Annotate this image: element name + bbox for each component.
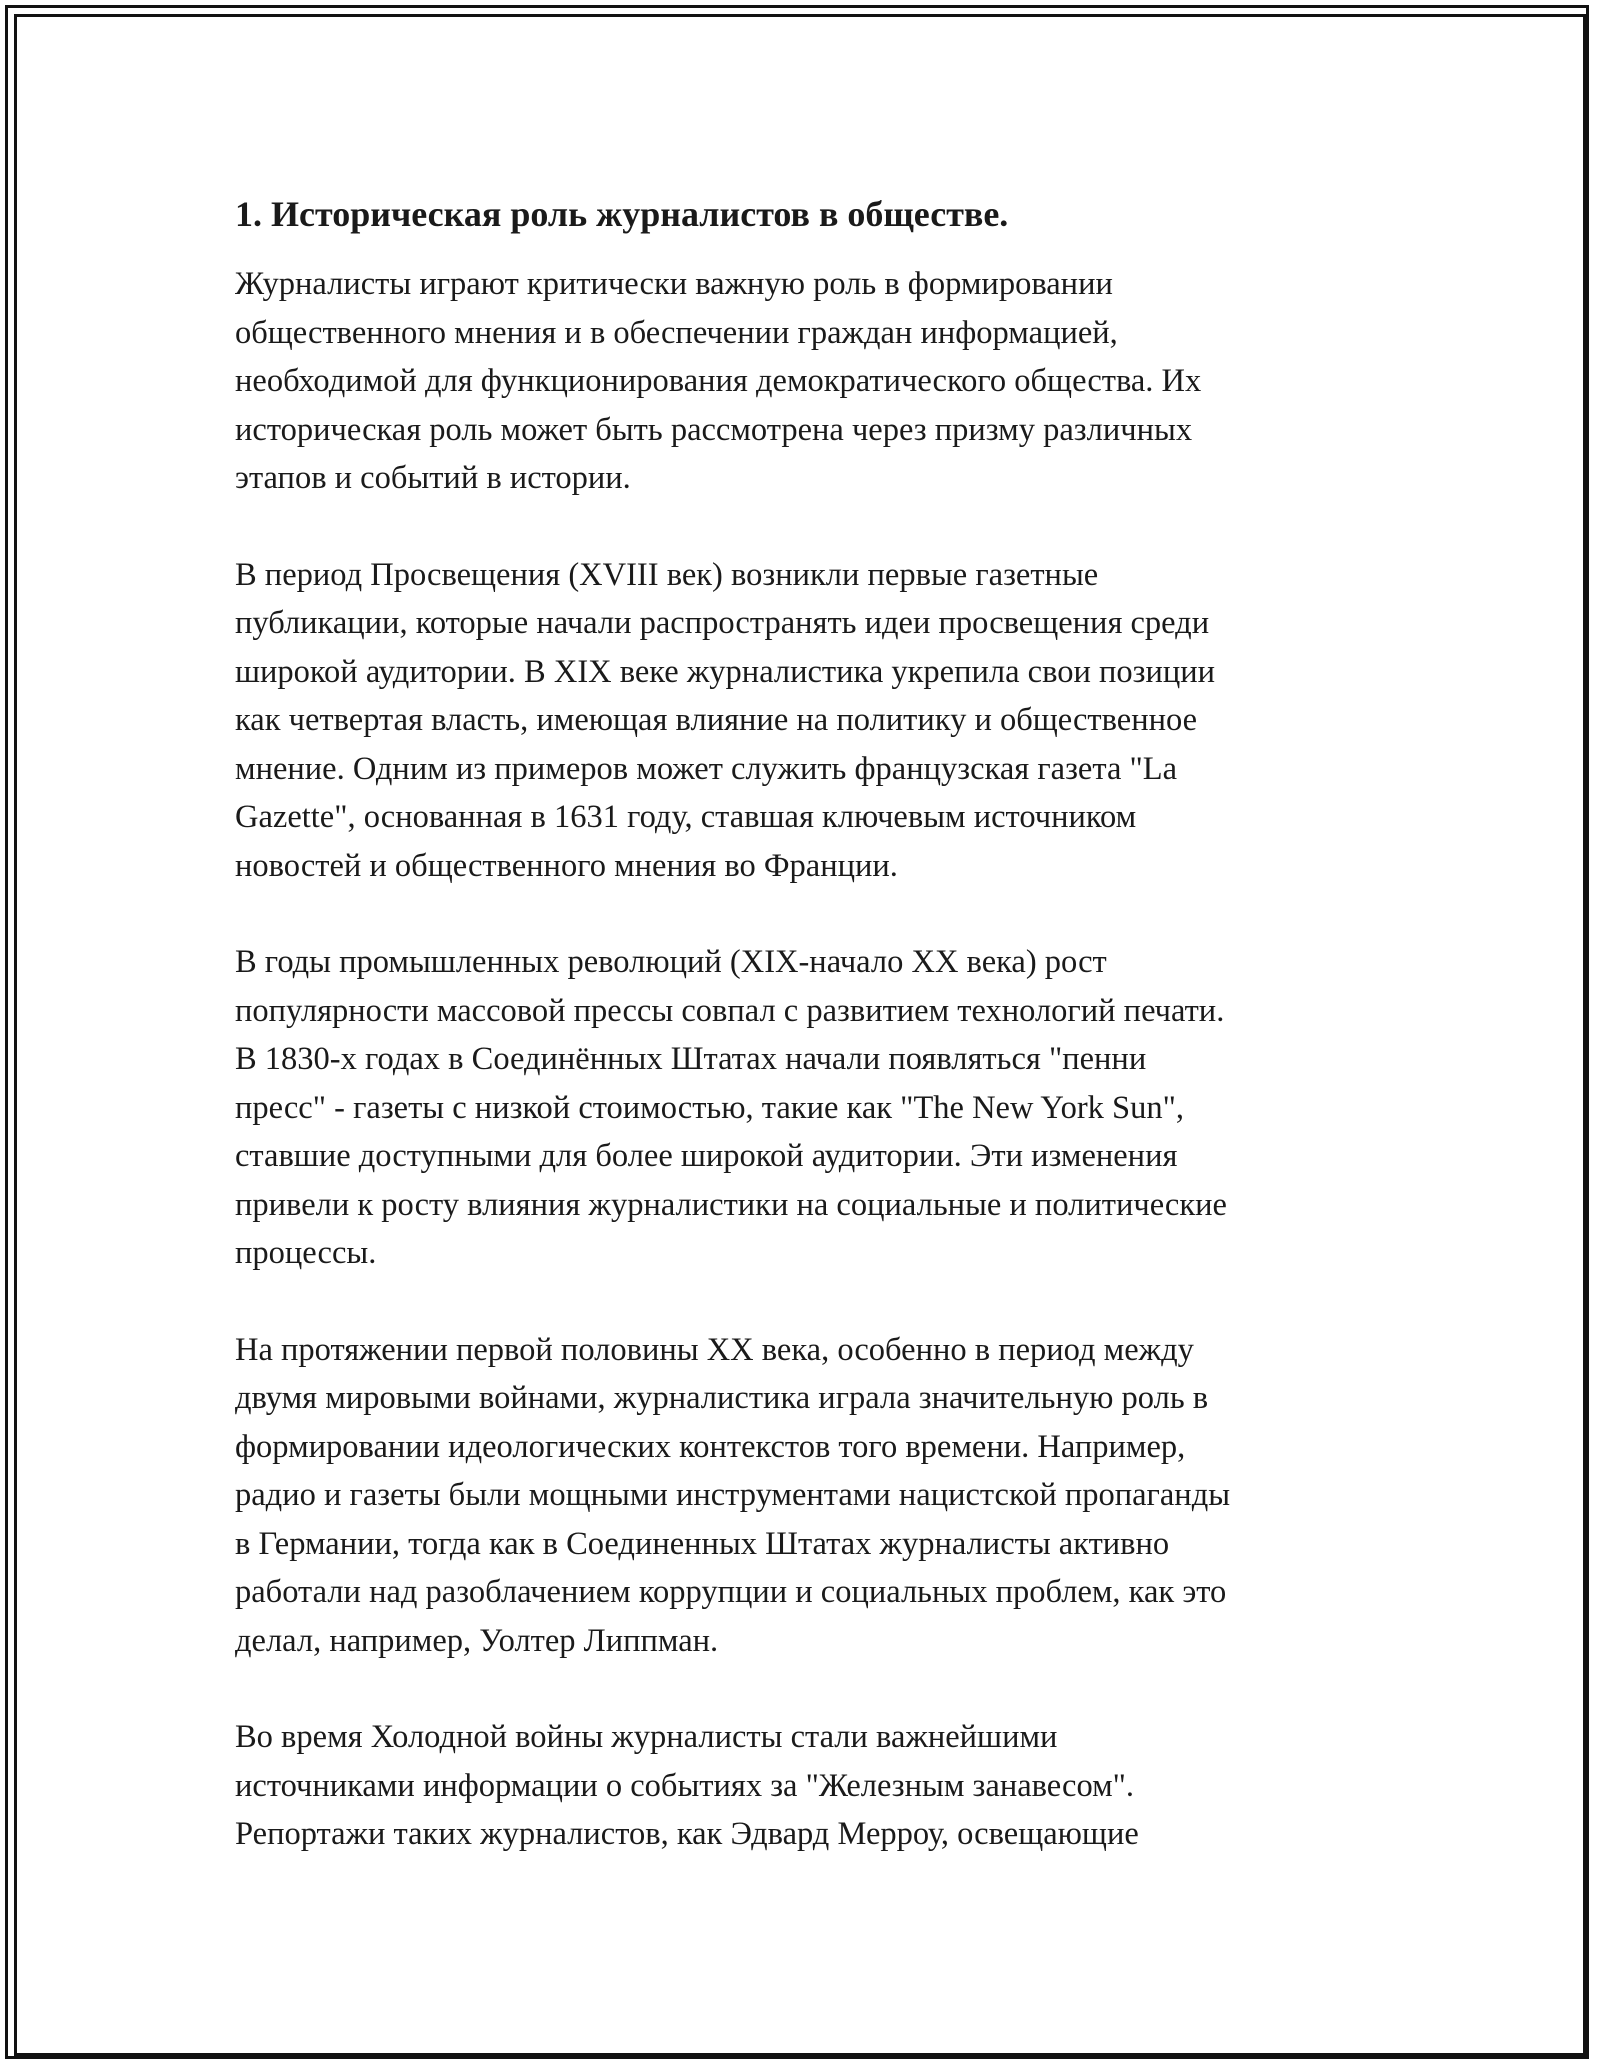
text-line: привели к росту влияния журналистики на социальные и политические (235, 1186, 1227, 1223)
text-line: работали над разоблачением коррупции и социальных проблем, как это (235, 1574, 1227, 1610)
text-line: процессы. (235, 1235, 377, 1271)
text-line: новостей и общественного мнения во Франции. (235, 847, 898, 884)
paragraph-industrial-revolutions (235, 938, 1365, 1278)
text-line: В период Просвещения (XVIII век) возникли первые газетные (235, 556, 1099, 593)
text-line: Репортажи таких журналистов, как Эдвард Мерроу, освещающие (235, 1816, 1139, 1852)
text-line: радио и газеты были мощными инструментами нацистской пропаганды (235, 1477, 1231, 1513)
text-line: в Германии, тогда как в Соединенных Штатах журналисты активно (235, 1525, 1170, 1562)
text-line: этапов и событий в истории. (235, 460, 631, 496)
text-line: историческая роль может быть рассмотрена через призму различных (235, 411, 1193, 448)
paragraph-enlightenment (235, 551, 1365, 891)
text-line: широкой аудитории. В XIX веке журналистика укрепила свои позиции (235, 653, 1216, 690)
text-line: пресс" - газеты с низкой стоимостью, такие как "The New York Sun", (235, 1089, 1185, 1126)
text-line: Во время Холодной войны журналисты стали важнейшими (235, 1719, 1058, 1755)
paragraph-early-20th-century (235, 1326, 1365, 1666)
text-line: необходимой для функционирования демократического общества. Их (235, 363, 1202, 399)
text-line: В годы промышленных революций (XIX-начало XX века) рост (235, 944, 1107, 980)
text-line: публикации, которые начали распространять идеи просвещения среди (235, 605, 1210, 641)
document-body (235, 188, 1365, 1907)
text-line: ставшие доступными для более широкой аудитории. Эти изменения (235, 1138, 1178, 1174)
text-line: мнение. Одним из примеров может служить французская газета "La (235, 750, 1178, 787)
text-line: популярности массовой прессы совпал с развитием технологий печати. (235, 992, 1225, 1029)
text-line: формировании идеологических контекстов того времени. Например, (235, 1428, 1186, 1465)
text-line: На протяжении первой половины XX века, особенно в период между (235, 1331, 1194, 1368)
text-line: делал, например, Уолтер Липпман. (235, 1622, 719, 1659)
paragraph-intro (235, 260, 1365, 503)
text-line: Gazette", основанная в 1631 году, ставшая ключевым источником (235, 799, 1137, 835)
text-line: В 1830-х годах в Соединённых Штатах начали появляться "пенни (235, 1041, 1147, 1077)
section-heading: 1. Историческая роль журналистов в обществе. (235, 194, 1009, 234)
text-line: двумя мировыми войнами, журналистика играла значительную роль в (235, 1380, 1209, 1416)
paragraph-cold-war (235, 1713, 1365, 1859)
text-line: Журналисты играют критически важную роль в формировании (235, 266, 1113, 302)
text-line: как четвертая власть, имеющая влияние на политику и общественное (235, 702, 1198, 738)
text-line: общественного мнения и в обеспечении граждан информацией, (235, 314, 1118, 351)
text-line: источниками информации о событиях за "Железным занавесом". (235, 1767, 1135, 1804)
